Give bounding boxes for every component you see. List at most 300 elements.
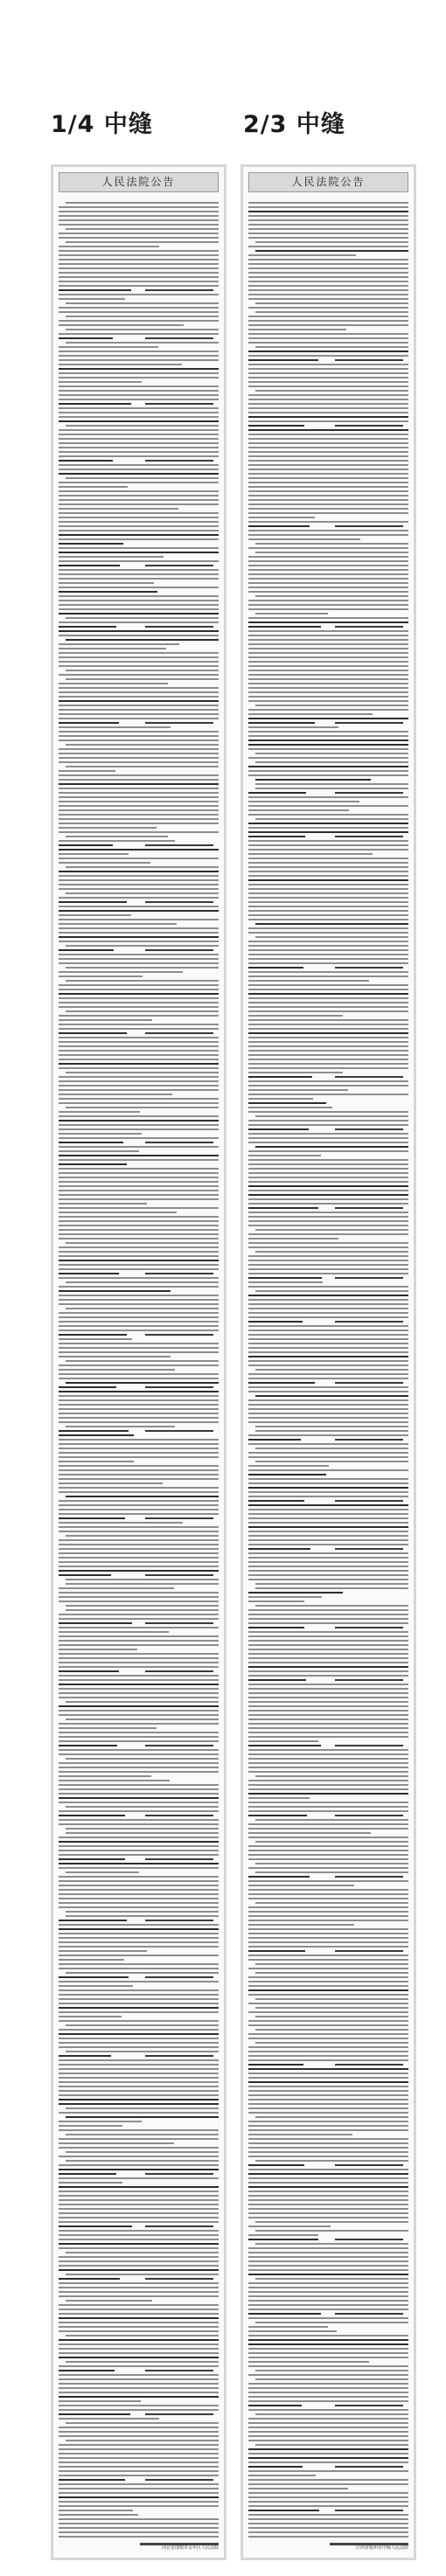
notice-text-line xyxy=(59,263,219,265)
notice-text-line xyxy=(248,962,408,964)
notice-text-line xyxy=(59,1474,219,1475)
notice-text-line xyxy=(66,2422,219,2424)
notice-text-line xyxy=(248,2427,408,2428)
notice-heading-line xyxy=(335,1321,403,1323)
notice-text-line xyxy=(248,202,408,204)
notice-text-line xyxy=(66,1701,219,1703)
notice-text-line xyxy=(59,621,219,623)
notice-text-line xyxy=(59,2042,219,2044)
notice-text-line xyxy=(248,1059,408,1060)
notice-text-line xyxy=(59,2295,219,2297)
notice-text-line xyxy=(59,1408,219,1410)
notice-text-line xyxy=(248,2073,408,2074)
notice-text-line xyxy=(255,1998,408,2000)
notice-text-line xyxy=(59,2081,219,2083)
notice-text-line xyxy=(248,1705,408,1707)
notice-text-line xyxy=(59,1491,219,1493)
notice-text-line xyxy=(59,1299,219,1301)
notice-text-line xyxy=(59,2483,219,2485)
notice-text-line xyxy=(66,2151,219,2153)
notice-text-line xyxy=(59,2370,115,2371)
notice-text-line xyxy=(248,1203,408,1205)
notice-text-line xyxy=(59,1544,219,1545)
notice-heading-line xyxy=(335,792,403,794)
notice-text-line xyxy=(248,1644,408,1646)
notice-text-line xyxy=(255,346,408,348)
notice-text-line xyxy=(59,1670,119,1672)
notice-text-line xyxy=(59,1330,219,1331)
notice-text-line xyxy=(59,250,219,252)
notice-text-line xyxy=(59,289,131,291)
notice-text-line xyxy=(59,1989,219,1991)
notice-text-line xyxy=(59,2409,219,2411)
notice-text-line xyxy=(248,1155,321,1156)
notice-text-line xyxy=(59,2073,219,2074)
notice-text-line xyxy=(248,879,408,881)
notice-text-line xyxy=(59,770,115,772)
notice-text-line xyxy=(248,2033,408,2035)
notice-text-line xyxy=(248,1548,310,1550)
notice-text-line xyxy=(59,1212,177,1213)
notice-text-line xyxy=(248,1850,408,1851)
notice-heading-line xyxy=(145,626,213,628)
notice-text-line xyxy=(59,272,219,274)
notice-text-line xyxy=(248,665,408,667)
notice-text-line xyxy=(59,1456,219,1458)
left-notice-column xyxy=(51,164,226,2560)
notice-text-line xyxy=(59,2365,219,2367)
notice-text-line xyxy=(59,1229,219,1231)
notice-text-line xyxy=(248,1487,408,1489)
notice-text-line xyxy=(59,1946,219,1948)
notice-text-line xyxy=(59,1950,147,1952)
notice-text-line xyxy=(59,1478,219,1480)
notice-text-line xyxy=(255,1605,408,1607)
notice-text-line xyxy=(248,2282,408,2284)
notice-text-line xyxy=(248,1557,408,1559)
notice-text-line xyxy=(248,534,408,536)
notice-text-line xyxy=(248,2086,408,2087)
notice-text-line xyxy=(248,1989,408,1991)
notice-text-line xyxy=(248,246,408,247)
notice-text-line xyxy=(59,1290,171,1292)
notice-text-line xyxy=(248,1933,408,1934)
notice-text-line xyxy=(59,2475,219,2476)
notice-text-line xyxy=(248,1723,408,1725)
notice-text-line xyxy=(59,1434,134,1436)
notice-text-line xyxy=(255,1902,408,1904)
notice-text-line xyxy=(66,241,219,243)
notice-text-line xyxy=(59,1666,219,1668)
notice-text-line xyxy=(248,1010,408,1012)
notice-text-line xyxy=(59,1504,219,1506)
notice-text-line xyxy=(255,1430,408,1432)
notice-text-line xyxy=(66,1758,219,1760)
notice-text-line xyxy=(255,1290,408,1292)
notice-text-line xyxy=(59,1732,219,1733)
notice-text-line xyxy=(248,927,408,929)
notice-text-line xyxy=(59,774,219,776)
notice-text-line xyxy=(248,2448,408,2450)
notice-text-line xyxy=(248,1788,408,1790)
notice-text-line xyxy=(59,1378,219,1379)
notice-text-line xyxy=(59,1736,219,1738)
notice-text-line xyxy=(248,2059,408,2061)
notice-text-line xyxy=(59,2243,219,2245)
notice-text-line xyxy=(248,2470,408,2472)
notice-text-line xyxy=(248,2514,408,2516)
notice-text-line xyxy=(248,2374,408,2376)
notice-text-line xyxy=(248,1321,303,1323)
notice-heading-line xyxy=(145,2413,213,2415)
notice-text-line xyxy=(248,2501,408,2503)
notice-text-line xyxy=(59,447,219,448)
notice-text-line xyxy=(248,2038,408,2039)
notice-text-line xyxy=(59,2330,219,2332)
notice-text-line xyxy=(248,910,408,912)
notice-text-line xyxy=(248,967,303,969)
notice-text-line xyxy=(255,2278,408,2280)
notice-text-line xyxy=(248,2068,408,2070)
notice-text-line xyxy=(59,1006,219,1008)
notice-text-line xyxy=(248,1181,408,1183)
notice-text-line xyxy=(248,617,408,619)
notice-text-line xyxy=(59,1723,219,1725)
notice-heading-line xyxy=(145,1273,213,1274)
notice-text-line xyxy=(248,639,408,641)
notice-text-line xyxy=(248,989,408,990)
notice-text-line xyxy=(66,1911,219,1913)
notice-text-line xyxy=(59,1845,219,1847)
notice-text-line xyxy=(248,656,408,658)
notice-text-line xyxy=(59,2191,219,2192)
notice-text-line xyxy=(59,801,219,802)
notice-text-line xyxy=(248,206,408,208)
notice-text-line xyxy=(59,1487,219,1489)
notice-text-line xyxy=(248,683,408,684)
notice-text-line xyxy=(248,1150,408,1152)
notice-text-line xyxy=(248,814,408,816)
notice-text-line xyxy=(59,455,219,457)
notice-text-line xyxy=(248,469,408,470)
notice-text-line xyxy=(248,1526,408,1528)
notice-text-line xyxy=(248,1552,408,1554)
notice-heading-line xyxy=(145,901,213,903)
notice-text-line xyxy=(248,2295,408,2297)
notice-text-line xyxy=(59,635,219,636)
notice-text-line xyxy=(248,1893,408,1895)
notice-text-line xyxy=(248,2365,408,2367)
notice-text-line xyxy=(66,670,219,671)
notice-text-line xyxy=(248,1216,408,1218)
notice-text-line xyxy=(66,1426,175,1427)
notice-text-line xyxy=(59,2457,219,2459)
notice-heading-line xyxy=(145,2278,213,2280)
notice-text-line xyxy=(59,1351,219,1353)
notice-text-line xyxy=(59,1963,219,1965)
notice-text-line xyxy=(59,368,219,370)
notice-text-line xyxy=(59,1850,219,1851)
notice-text-line xyxy=(248,1885,354,1886)
notice-text-line xyxy=(66,1828,219,1830)
notice-text-line xyxy=(66,1806,219,1808)
notice-text-line xyxy=(59,416,219,418)
notice-text-line xyxy=(59,434,219,435)
notice-text-line xyxy=(59,1570,219,1572)
notice-heading-line xyxy=(145,1858,213,1860)
notice-text-line xyxy=(248,630,408,632)
notice-text-line xyxy=(59,1312,219,1314)
notice-text-line xyxy=(248,1434,408,1436)
notice-text-line xyxy=(59,1727,157,1729)
notice-text-line xyxy=(248,1627,304,1628)
notice-text-line xyxy=(248,2304,408,2306)
notice-text-line xyxy=(59,735,219,737)
notice-text-line xyxy=(59,2033,219,2035)
notice-text-line xyxy=(59,1225,219,1226)
notice-text-line xyxy=(59,2383,219,2385)
notice-text-line xyxy=(59,1902,219,1904)
notice-text-line xyxy=(59,1627,219,1628)
notice-text-line xyxy=(248,1898,408,1899)
notice-text-line xyxy=(248,2387,408,2389)
notice-text-line xyxy=(59,1085,219,1087)
notice-text-line xyxy=(248,1037,408,1038)
notice-text-line xyxy=(59,1041,219,1043)
notice-text-line xyxy=(248,2020,408,2022)
notice-text-line xyxy=(248,2138,408,2140)
notice-text-line xyxy=(59,600,219,601)
notice-text-line xyxy=(248,2107,408,2109)
notice-text-line xyxy=(248,1041,408,1043)
notice-text-line xyxy=(66,1242,219,1244)
notice-text-line xyxy=(59,1002,219,1003)
notice-text-line xyxy=(248,1443,408,1445)
notice-text-line xyxy=(248,1688,408,1690)
notice-heading-line xyxy=(145,1670,213,1672)
notice-text-line xyxy=(59,442,219,444)
notice-text-line xyxy=(66,836,168,837)
notice-text-line xyxy=(248,1876,310,1878)
notice-text-line xyxy=(255,1871,408,1873)
notice-text-line xyxy=(59,862,150,864)
notice-text-line xyxy=(248,1102,326,1104)
notice-text-line xyxy=(59,1461,134,1462)
notice-text-line xyxy=(59,683,168,684)
notice-text-line xyxy=(248,2225,331,2227)
notice-text-line xyxy=(59,552,219,553)
notice-text-line xyxy=(59,984,219,986)
notice-text-line xyxy=(248,1784,408,1786)
notice-text-line xyxy=(59,521,219,523)
notice-text-line xyxy=(248,503,408,505)
notice-text-line xyxy=(248,276,408,278)
notice-text-line xyxy=(59,1714,219,1716)
notice-text-line xyxy=(59,1880,219,1882)
notice-text-line xyxy=(248,1246,408,1248)
notice-text-line xyxy=(59,1216,219,1218)
notice-text-line xyxy=(248,1959,408,1961)
notice-text-line xyxy=(248,2051,408,2052)
notice-text-line xyxy=(248,678,408,680)
notice-text-line xyxy=(59,1592,219,1594)
notice-heading-line xyxy=(145,1815,213,1816)
notice-text-line xyxy=(59,691,219,693)
notice-text-line xyxy=(248,805,408,807)
notice-text-line xyxy=(248,1465,329,1467)
notice-text-line xyxy=(248,267,408,269)
notice-text-line xyxy=(59,783,219,785)
notice-text-line xyxy=(59,1854,219,1856)
notice-text-line xyxy=(59,809,219,811)
notice-text-line xyxy=(59,355,219,357)
notice-text-line xyxy=(59,1094,172,1095)
notice-text-line xyxy=(248,1133,408,1135)
notice-text-line xyxy=(255,241,408,243)
notice-text-line xyxy=(66,980,219,982)
notice-text-line xyxy=(248,1032,408,1034)
notice-text-line xyxy=(59,879,219,881)
notice-text-line xyxy=(59,1688,219,1690)
notice-text-line xyxy=(59,412,219,413)
notice-text-line xyxy=(59,407,219,409)
notice-text-line xyxy=(248,1513,408,1515)
notice-text-line xyxy=(248,1277,322,1279)
notice-text-line xyxy=(248,652,408,654)
notice-text-line xyxy=(59,1124,219,1126)
notice-text-line xyxy=(59,1194,219,1196)
notice-text-line xyxy=(248,351,408,352)
notice-text-line xyxy=(248,941,408,942)
notice-text-line xyxy=(248,1019,408,1021)
notice-text-line xyxy=(248,333,408,335)
notice-text-line xyxy=(248,945,408,947)
notice-heading-line xyxy=(335,1128,403,1130)
right-footer xyxy=(248,2538,408,2551)
notice-text-line xyxy=(59,604,219,606)
notice-text-line xyxy=(248,897,408,899)
notice-text-line xyxy=(59,267,219,269)
notice-text-line xyxy=(59,2269,219,2271)
notice-text-line xyxy=(248,1649,408,1650)
notice-text-line xyxy=(248,1950,305,1952)
notice-text-line xyxy=(59,1347,219,1349)
notice-text-line xyxy=(248,1054,408,1056)
notice-text-line xyxy=(248,1976,408,1978)
notice-text-line xyxy=(59,525,219,527)
notice-text-line xyxy=(248,412,408,413)
notice-text-line xyxy=(248,517,315,518)
notice-text-line xyxy=(59,1749,219,1751)
notice-text-line xyxy=(59,333,219,335)
notice-text-line xyxy=(66,302,219,304)
notice-text-line xyxy=(248,2186,408,2188)
notice-text-line xyxy=(59,1762,219,1764)
notice-text-line xyxy=(59,949,114,951)
notice-text-line xyxy=(248,1740,318,1742)
notice-text-line xyxy=(248,993,408,995)
notice-text-line xyxy=(59,2435,219,2437)
notice-text-line xyxy=(248,2440,408,2441)
notice-text-line xyxy=(248,687,408,689)
notice-text-line xyxy=(248,1889,408,1891)
notice-text-line xyxy=(59,1697,219,1698)
notice-text-line xyxy=(59,1321,219,1323)
notice-text-line xyxy=(248,1190,408,1191)
notice-text-line xyxy=(59,2278,120,2280)
notice-heading-line xyxy=(145,844,213,846)
notice-text-line xyxy=(59,1102,219,1104)
notice-text-line xyxy=(59,1391,219,1392)
notice-text-line xyxy=(59,482,219,483)
notice-text-line xyxy=(248,1753,408,1755)
notice-text-line xyxy=(59,2348,219,2350)
notice-heading-line xyxy=(145,1574,213,1576)
notice-text-line xyxy=(255,302,408,304)
notice-text-line xyxy=(248,1076,312,1078)
notice-text-line xyxy=(248,1198,408,1200)
notice-text-line xyxy=(248,281,408,282)
notice-text-line xyxy=(248,2103,408,2105)
notice-text-line xyxy=(59,2064,219,2066)
notice-text-line xyxy=(59,1968,219,1969)
notice-text-line xyxy=(59,1019,152,1021)
notice-heading-line xyxy=(335,2510,403,2511)
notice-text-line xyxy=(59,1500,219,1502)
notice-text-line xyxy=(248,547,408,549)
notice-text-line xyxy=(59,1246,219,1248)
notice-text-line xyxy=(59,1045,219,1047)
notice-text-line xyxy=(59,2068,219,2070)
notice-text-line xyxy=(248,1832,371,1834)
notice-text-line xyxy=(59,298,125,300)
notice-text-line xyxy=(59,512,219,514)
notice-text-line xyxy=(248,1456,408,1458)
notice-text-line xyxy=(59,473,219,475)
notice-text-line xyxy=(248,556,408,558)
notice-text-line xyxy=(248,2422,408,2424)
notice-text-line xyxy=(248,1635,408,1637)
notice-text-line xyxy=(248,801,359,802)
notice-text-line xyxy=(59,2343,219,2345)
notice-text-line xyxy=(255,1863,408,1864)
notice-text-line xyxy=(248,1504,408,1506)
notice-text-line xyxy=(248,272,408,274)
notice-heading-line xyxy=(145,1976,213,1978)
notice-text-line xyxy=(248,696,408,698)
notice-text-line xyxy=(59,687,219,689)
notice-text-line xyxy=(59,2038,219,2039)
notice-heading-line xyxy=(335,2466,403,2468)
notice-text-line xyxy=(248,1474,326,1475)
notice-text-line xyxy=(59,1858,125,1860)
notice-text-line xyxy=(59,307,219,309)
notice-text-line xyxy=(248,1024,408,1025)
notice-text-line xyxy=(248,2156,408,2157)
notice-text-line xyxy=(59,1063,219,1065)
notice-text-line xyxy=(248,1212,408,1213)
notice-text-line xyxy=(255,1587,408,1589)
notice-text-line xyxy=(59,1316,219,1318)
notice-text-line xyxy=(248,1858,408,1860)
notice-text-line xyxy=(59,1295,219,1296)
notice-text-line xyxy=(59,2405,219,2406)
notice-text-line xyxy=(59,1220,219,1222)
notice-text-line xyxy=(248,621,408,623)
notice-text-line xyxy=(248,1469,408,1471)
left-notice-body xyxy=(59,200,219,2552)
notice-text-line xyxy=(248,1618,408,1620)
